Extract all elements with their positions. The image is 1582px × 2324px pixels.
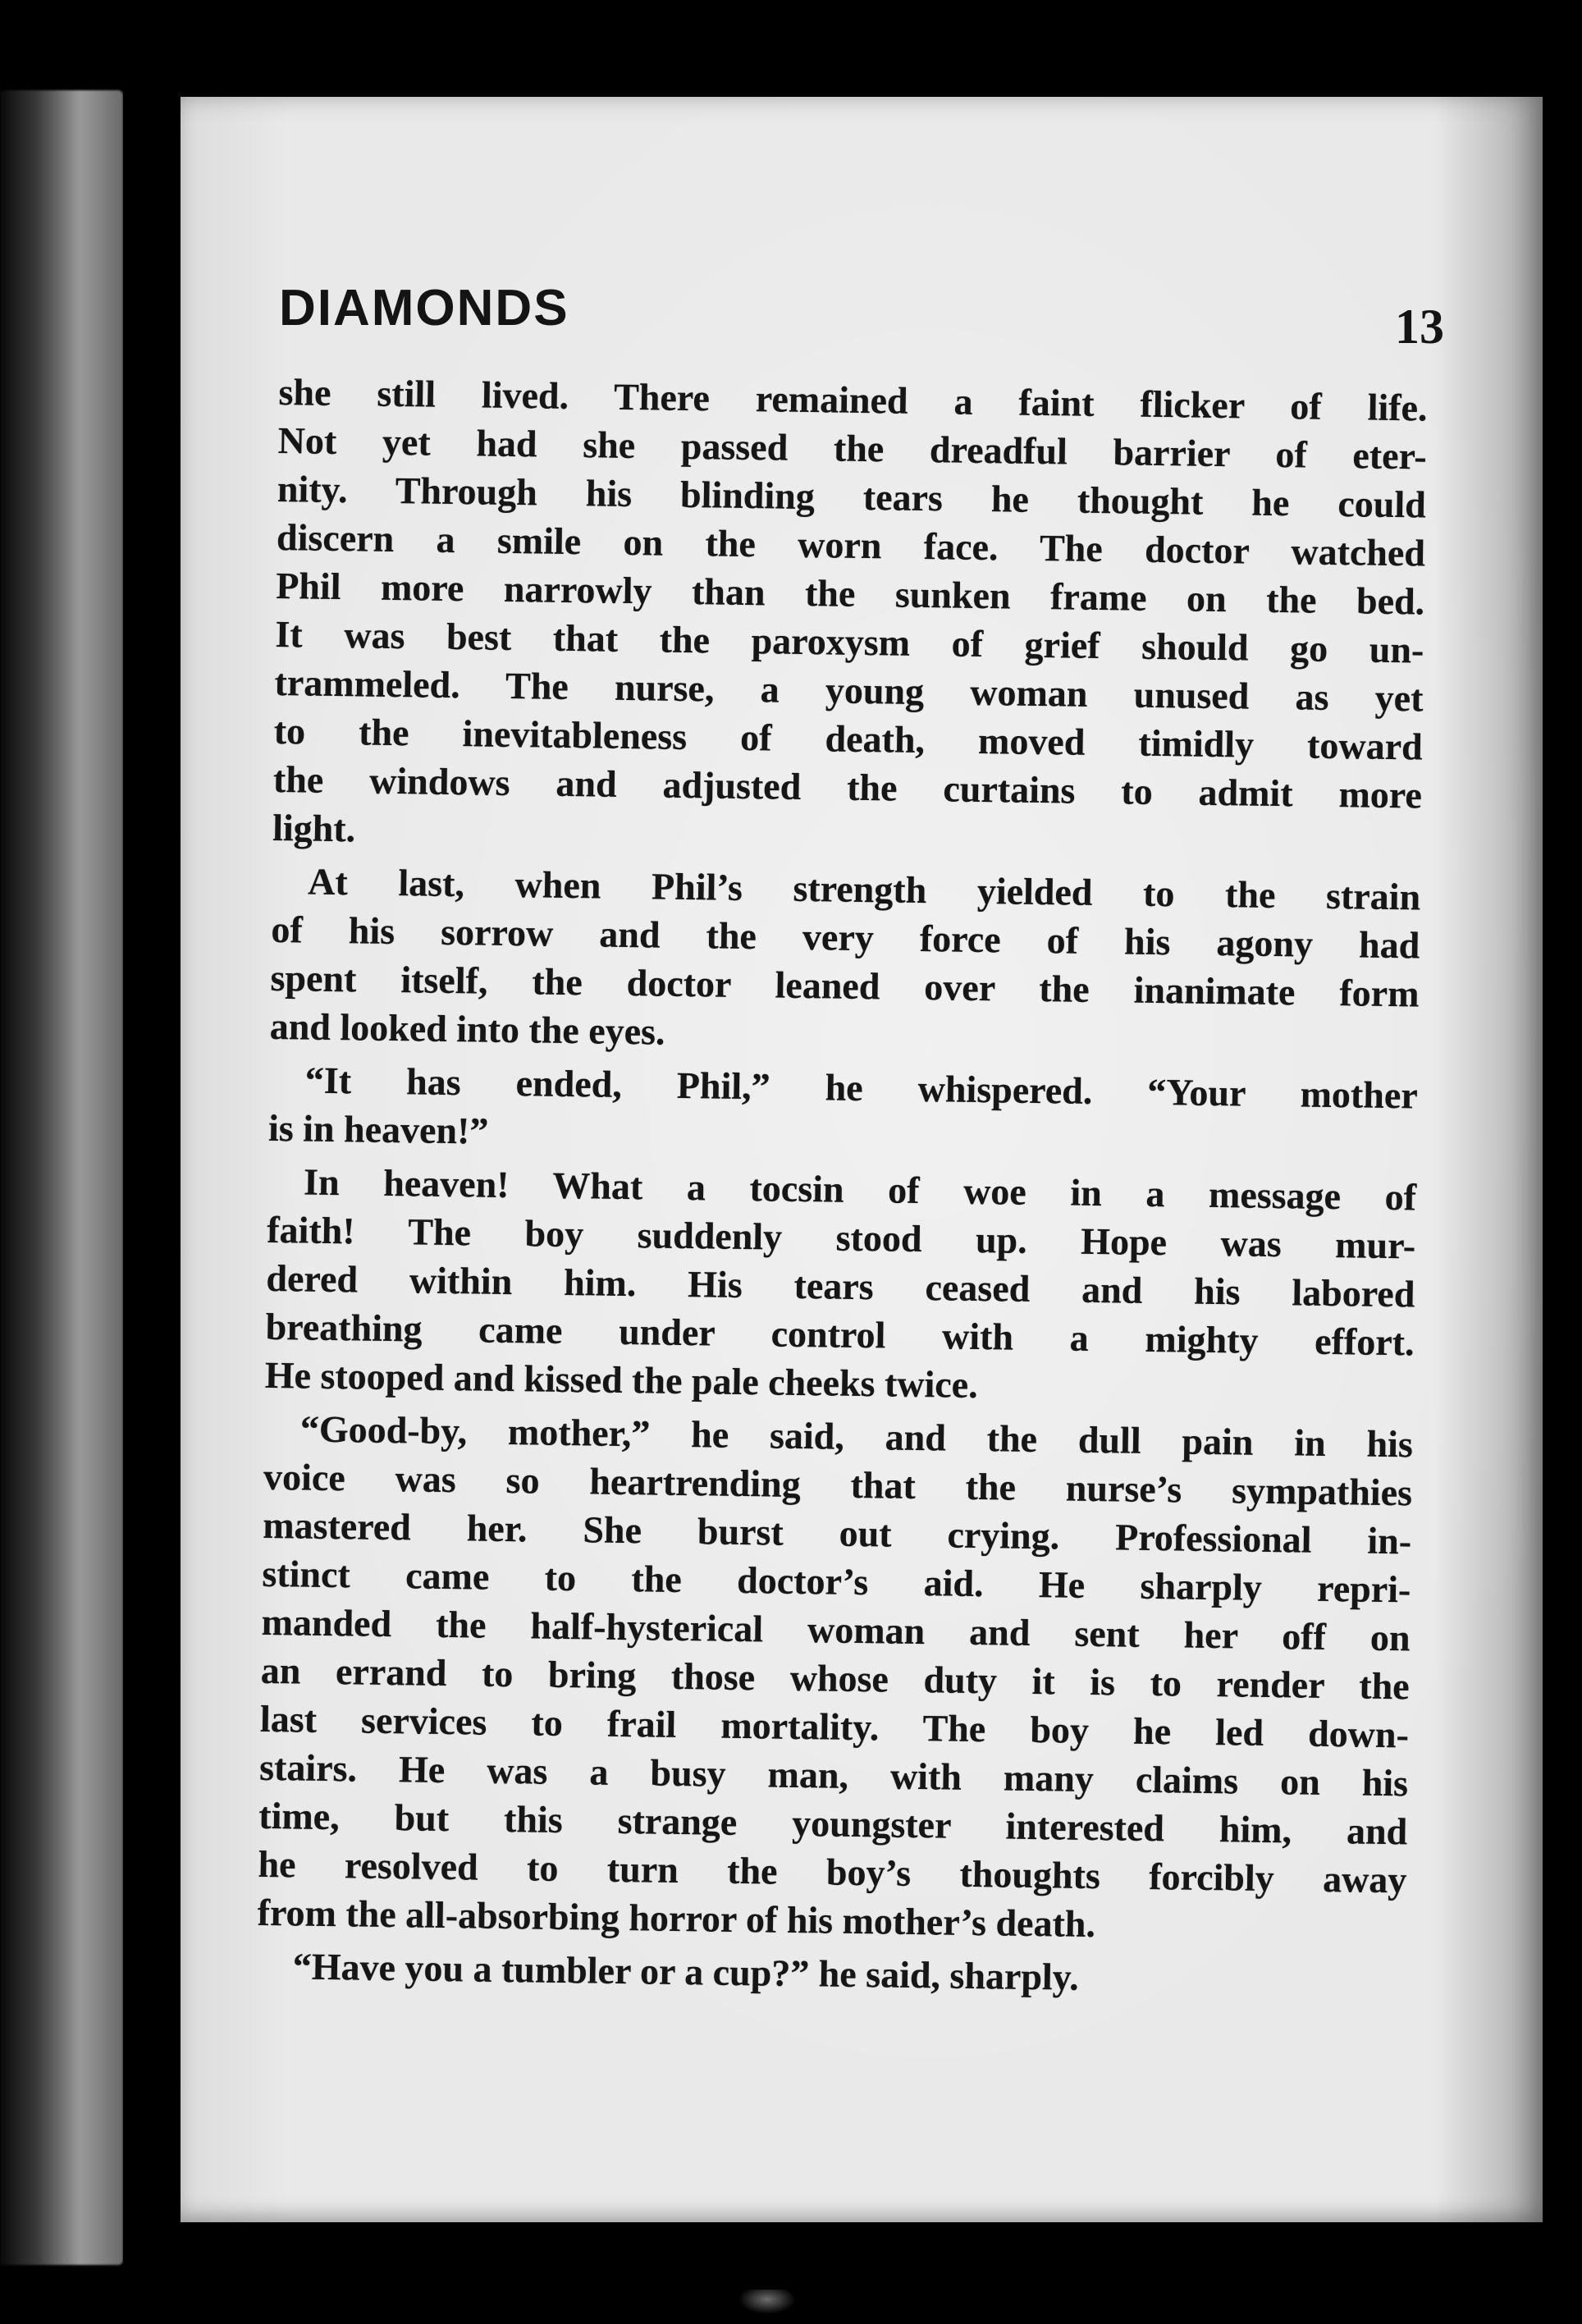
text-line: faith! The boy suddenly stood up. Hope was mur- xyxy=(266,1208,1416,1267)
text-line: In heaven! What a tocsin of woe in a message of xyxy=(303,1160,1417,1219)
text-line: dered within him. His tears ceased and his labored xyxy=(266,1256,1415,1315)
text-line: time, but this strange youngster interested him, and xyxy=(258,1794,1408,1853)
paragraph-5 xyxy=(257,1404,1413,1952)
text-line: stairs. He was a busy man, with many claims on his xyxy=(258,1745,1409,1805)
paragraph-6 xyxy=(256,1942,1406,2006)
book-page xyxy=(181,97,1543,2222)
text-line: and looked into the eyes. xyxy=(269,1004,665,1053)
text-line: “Good-by, mother,” he said, and the dull pain in his xyxy=(299,1407,1414,1466)
text-line: nity. Through his blinding tears he thought he could xyxy=(277,467,1427,526)
text-line: is in heaven!” xyxy=(267,1106,489,1152)
text-line: voice was so heartrending that the nurse’s sympathies xyxy=(263,1455,1413,1514)
body-text xyxy=(256,368,1428,2011)
paragraph-4 xyxy=(264,1157,1416,1416)
text-line: from the all-absorbing horror of his mother’s death. xyxy=(257,1891,1096,1946)
text-line: “It has ended, Phil,” he whispered. “Your mother xyxy=(304,1059,1419,1117)
text-line: last services to frail mortality. The boy he led down- xyxy=(259,1697,1410,1756)
text-line: discern a smile on the worn face. The doctor watched xyxy=(276,515,1426,574)
text-line: he resolved to turn the boy’s thoughts forcibly away xyxy=(258,1842,1407,1901)
book-gutter xyxy=(123,0,181,2324)
text-line: trammeled. The nurse, a young woman unused as yet xyxy=(274,661,1424,720)
running-head xyxy=(279,279,1444,353)
text-line: manded the half-hysterical woman and sent her off on xyxy=(261,1600,1411,1659)
paragraph-2 xyxy=(269,857,1420,1067)
text-line: Phil more narrowly than the sunken frame on the bed. xyxy=(275,564,1425,623)
text-line: breathing came under control with a mighty effort. xyxy=(265,1305,1415,1364)
text-line: spent itself, the doctor leaned over the inanimate form xyxy=(270,956,1420,1015)
text-line: of his sorrow and the very force of his agony had xyxy=(271,908,1420,967)
paragraph-3 xyxy=(268,1055,1419,1169)
text-line: the windows and adjusted the curtains to admit more xyxy=(272,757,1423,817)
text-line: stinct came to the doctor’s aid. He sharply repri- xyxy=(262,1552,1411,1611)
text-line: “Have you a tumbler or a cup?” he said, sharply. xyxy=(292,1945,1080,1998)
text-line: Not yet had she passed the dreadful barrier of eter- xyxy=(277,419,1427,478)
paragraph-1 xyxy=(272,368,1428,867)
text-line: she still lived. There remained a faint flicker of life. xyxy=(278,370,1428,429)
text-line: mastered her. She burst out crying. Professional in- xyxy=(262,1503,1412,1562)
text-line: He stooped and kissed the pale cheeks twice. xyxy=(264,1353,979,1407)
page-number: 13 xyxy=(1395,300,1444,354)
running-title: DIAMONDS xyxy=(279,280,569,336)
scan-artifact xyxy=(738,2290,796,2314)
text-line: It was best that the paroxysm of grief should go un- xyxy=(275,612,1424,671)
text-line: to the inevitableness of death, moved timidly toward xyxy=(273,709,1424,768)
adjacent-page-edge xyxy=(0,90,123,2265)
text-line: At last, when Phil’s strength yielded to the strain xyxy=(307,860,1421,918)
text-line: an errand to bring those whose duty it is to render the xyxy=(260,1649,1411,1708)
text-line: light. xyxy=(272,806,356,850)
